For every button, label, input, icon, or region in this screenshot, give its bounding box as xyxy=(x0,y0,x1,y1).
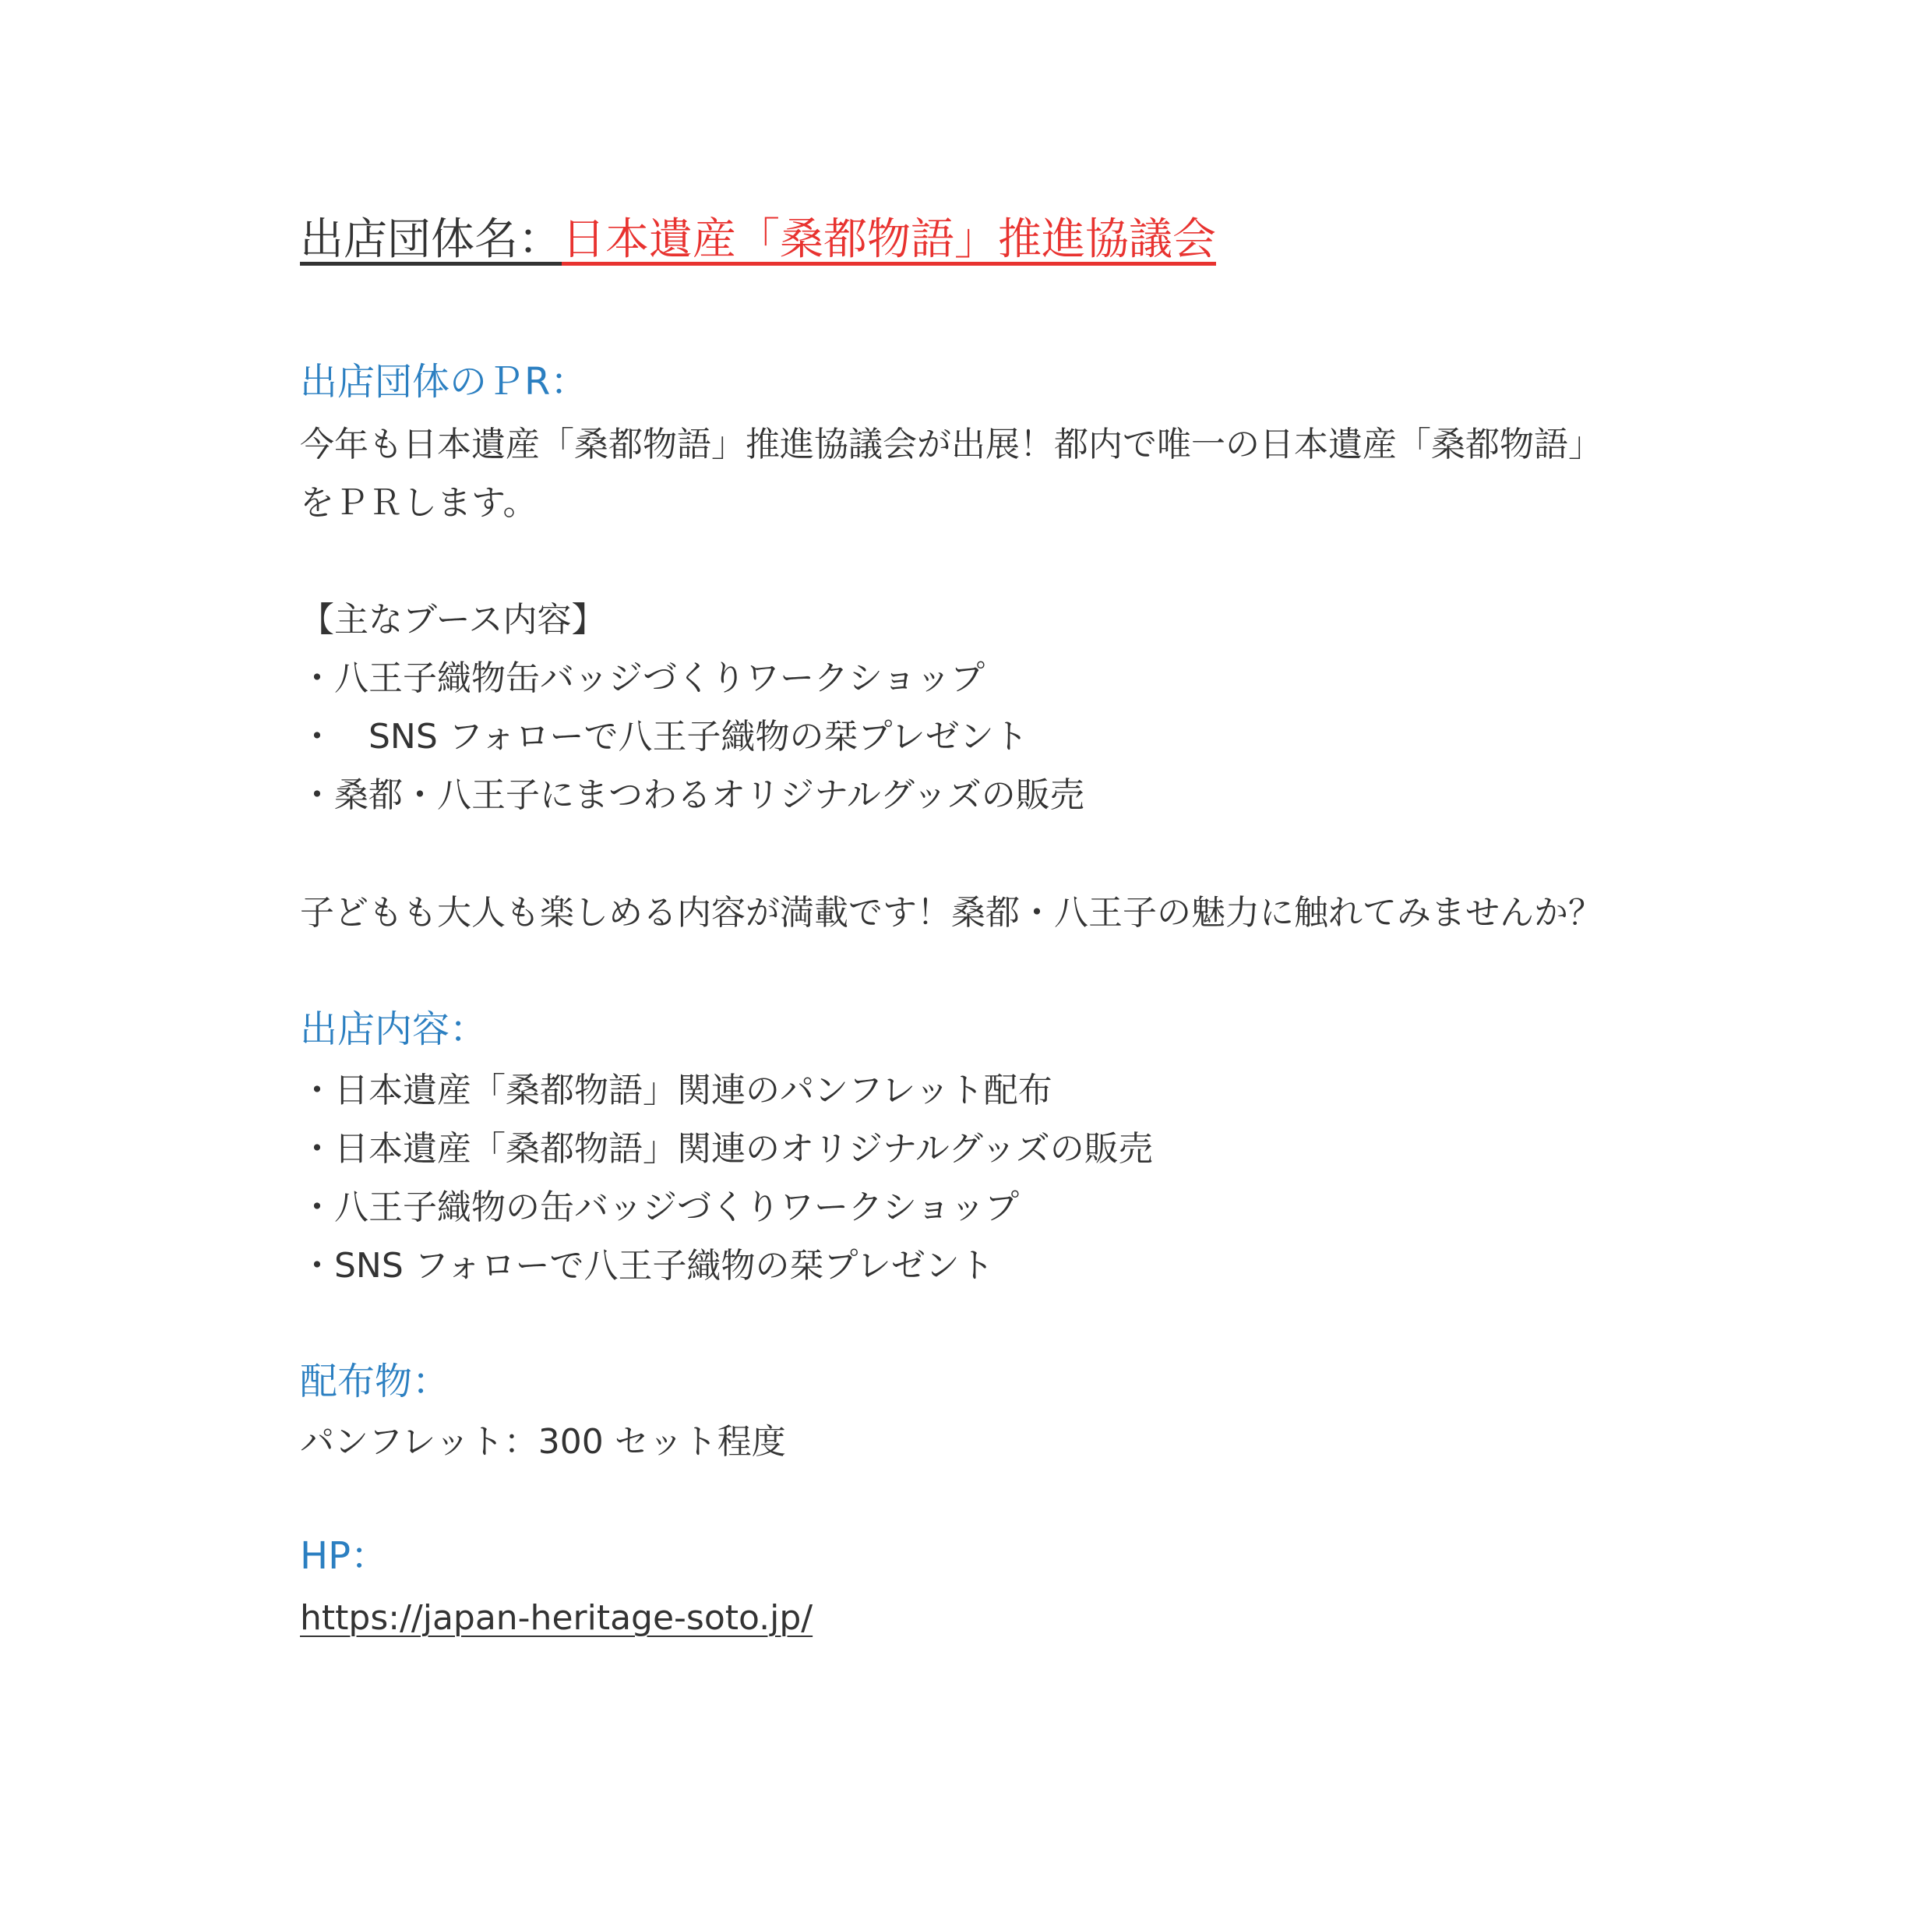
booth-item: ・八王子織物缶バッジづくりワークショップ xyxy=(300,658,985,698)
organization-name: 日本遺産「桑都物語」推進協議会 xyxy=(562,214,1216,265)
homepage-link[interactable]: https://japan-heritage-soto.jp/ xyxy=(300,1598,813,1638)
pr-line: 今年も日本遺産「桑都物語」推進協議会が出展！都内で唯一の日本遺産「桑都物語」 xyxy=(300,425,1602,464)
content-list xyxy=(300,1061,1153,1295)
booth-heading: 【主なブース内容】 xyxy=(300,600,606,640)
distribution-heading: 配布物： xyxy=(300,1360,450,1403)
content-item: ・SNS フォローで八王子織物の栞プレゼント xyxy=(300,1246,994,1286)
content-item: ・八王子織物の缶バッジづくりワークショップ xyxy=(300,1187,1020,1227)
pr-line: をＰＲします。 xyxy=(300,483,538,523)
content-heading: 出店内容： xyxy=(300,1007,488,1051)
title-label: 出店団体名： xyxy=(300,214,562,265)
booth-item: ・ SNS フォローで八王子織物の栞プレゼント xyxy=(300,717,1028,757)
distribution-text: パンフレット：300 セット程度 xyxy=(300,1422,786,1462)
pr-heading: 出店団体のＰR： xyxy=(300,360,588,404)
booth-list xyxy=(300,591,1084,824)
page-title xyxy=(300,209,1216,271)
booth-item: ・桑都・八王子にまつわるオリジナルグッズの販売 xyxy=(300,775,1084,815)
pr-closing: 子どもも大人も楽しめる内容が満載です！桑都・八王子の魅力に触れてみませんか？ xyxy=(300,893,1602,933)
content-item: ・日本遺産「桑都物語」関連のオリジナルグッズの販売 xyxy=(300,1129,1153,1169)
pr-text xyxy=(300,415,1602,532)
hp-heading: HP： xyxy=(300,1534,389,1578)
content-item: ・日本遺産「桑都物語」関連のパンフレット配布 xyxy=(300,1071,1052,1110)
hp-link-line xyxy=(300,1589,813,1647)
